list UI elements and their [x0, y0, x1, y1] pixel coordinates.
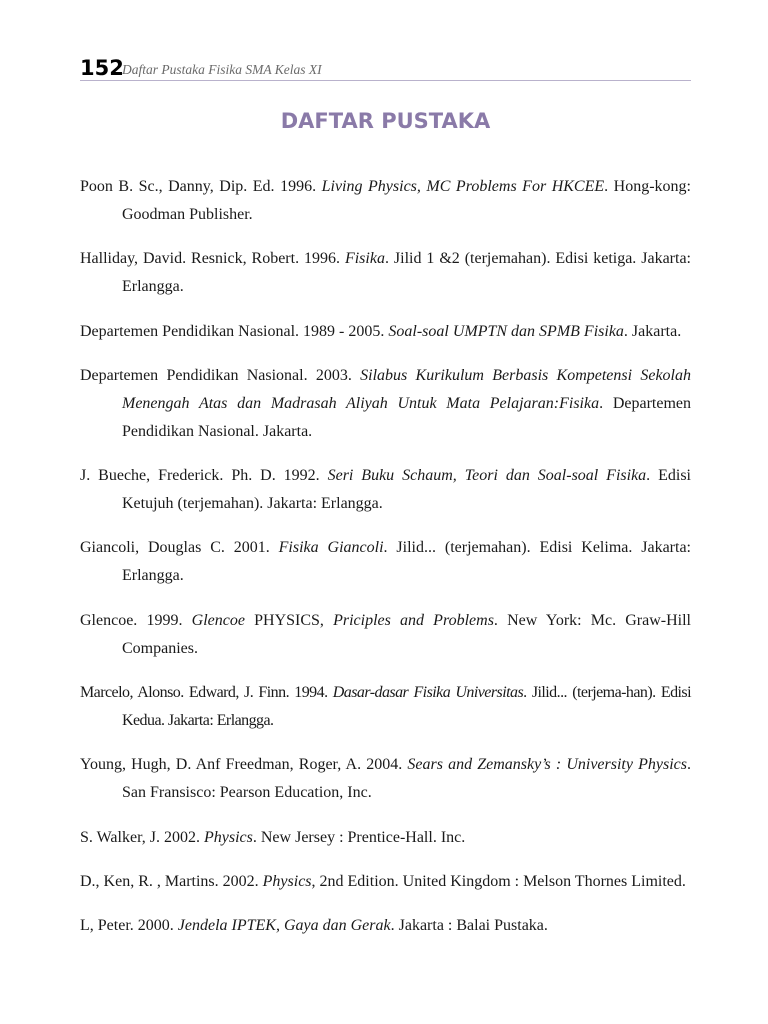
reference-details: . Edisi Ketujuh (terjemahan). Jakarta: Erlangga.	[122, 467, 691, 513]
reference-details: . Jakarta.	[623, 322, 682, 340]
reference-details: . Jakarta : Balai Pustaka.	[390, 917, 548, 935]
reference-title: Physics	[204, 828, 253, 846]
reference-title: Living Physics, MC Problems For HKCEE	[321, 178, 605, 195]
reference-authors: Departemen Pendidikan Nasional. 2003.	[80, 366, 361, 384]
reference-title: Fisika Giancoli	[278, 539, 384, 557]
reference-item	[80, 607, 691, 663]
reference-authors: Departemen Pendidikan Nasional. 1989 - 2005.	[80, 322, 389, 340]
reference-details: . Jilid 1 &2 (terjemahan). Edisi ketiga. Jakarta: Erlangga.	[122, 250, 692, 296]
reference-item	[80, 534, 691, 590]
reference-authors: S. Walker, J. 2002.	[80, 828, 204, 846]
reference-details: . Jilid... (terjema-han). Edisi Kedua. Jakarta: Erlangga.	[122, 684, 691, 730]
reference-authors: L, Peter. 2000.	[80, 917, 178, 935]
page-title: DAFTAR PUSTAKA	[280, 109, 491, 133]
reference-title: Dasar-dasar Fisika Universitas	[332, 684, 524, 702]
reference-item	[80, 462, 691, 518]
reference-authors: Marcelo, Alonso. Edward, J. Finn. 1994.	[80, 684, 333, 702]
reference-details: . Hong-kong: Goodman Publisher.	[122, 178, 692, 223]
reference-title: Sears and Zemansky’s : University Physics	[407, 756, 688, 774]
reference-authors: Halliday, David. Resnick, Robert. 1996.	[80, 250, 345, 268]
reference-details: . New Jersey : Prentice-Hall. Inc.	[252, 828, 466, 846]
reference-item	[80, 362, 691, 446]
reference-item	[80, 679, 691, 735]
reference-item	[80, 912, 691, 940]
reference-mid: PHYSICS,	[244, 611, 334, 629]
reference-authors: Glencoe. 1999.	[80, 611, 192, 629]
page-header	[80, 56, 691, 81]
reference-authors: Young, Hugh, D. Anf Freedman, Roger, A. 2004.	[80, 756, 408, 774]
reference-authors: Giancoli, Douglas C. 2001.	[80, 539, 279, 557]
reference-title: Silabus Kurikulum Berbasis Kompetensi Sekolah Menengah Atas dan Madrasah Aliyah Untuk Mata Pelajaran:Fisika	[122, 366, 691, 412]
reference-details: . Jilid... (terjemahan). Edisi Kelima. Jakarta: Erlangga.	[122, 539, 692, 585]
reference-title: Fisika	[344, 250, 385, 268]
reference-authors: J. Bueche, Frederick. Ph. D. 1992.	[80, 467, 328, 485]
reference-title: Glencoe	[191, 611, 245, 629]
reference-authors: D., Ken, R. , Martins. 2002.	[80, 872, 263, 890]
reference-item	[80, 868, 691, 896]
reference-title: Soal-soal UMPTN dan SPMB Fisika	[388, 322, 624, 340]
reference-authors: Poon B. Sc., Danny, Dip. Ed. 1996.	[80, 178, 322, 195]
reference-list	[80, 173, 691, 957]
reference-item	[80, 318, 691, 346]
reference-details: , 2nd Edition. United Kingdom : Melson Thornes Limited.	[311, 872, 686, 890]
reference-details: . San Fransisco: Pearson Education, Inc.	[122, 756, 692, 802]
reference-title: Physics	[262, 872, 312, 890]
reference-item	[80, 824, 691, 852]
reference-item	[80, 173, 691, 229]
page-number: 152	[80, 56, 124, 80]
running-title: Daftar Pustaka Fisika SMA Kelas XI	[122, 62, 322, 77]
reference-item	[80, 245, 691, 301]
reference-item	[80, 751, 691, 807]
reference-title: Jendela IPTEK, Gaya dan Gerak	[177, 917, 391, 935]
reference-details: . New York: Mc. Graw-Hill Companies.	[122, 611, 692, 657]
reference-details: . Departemen Pendidikan Nasional. Jakarta.	[122, 394, 691, 440]
reference-title: Seri Buku Schaum, Teori dan Soal-soal Fisika	[327, 467, 647, 485]
reference-subtitle: Priciples and Problems	[333, 611, 494, 629]
